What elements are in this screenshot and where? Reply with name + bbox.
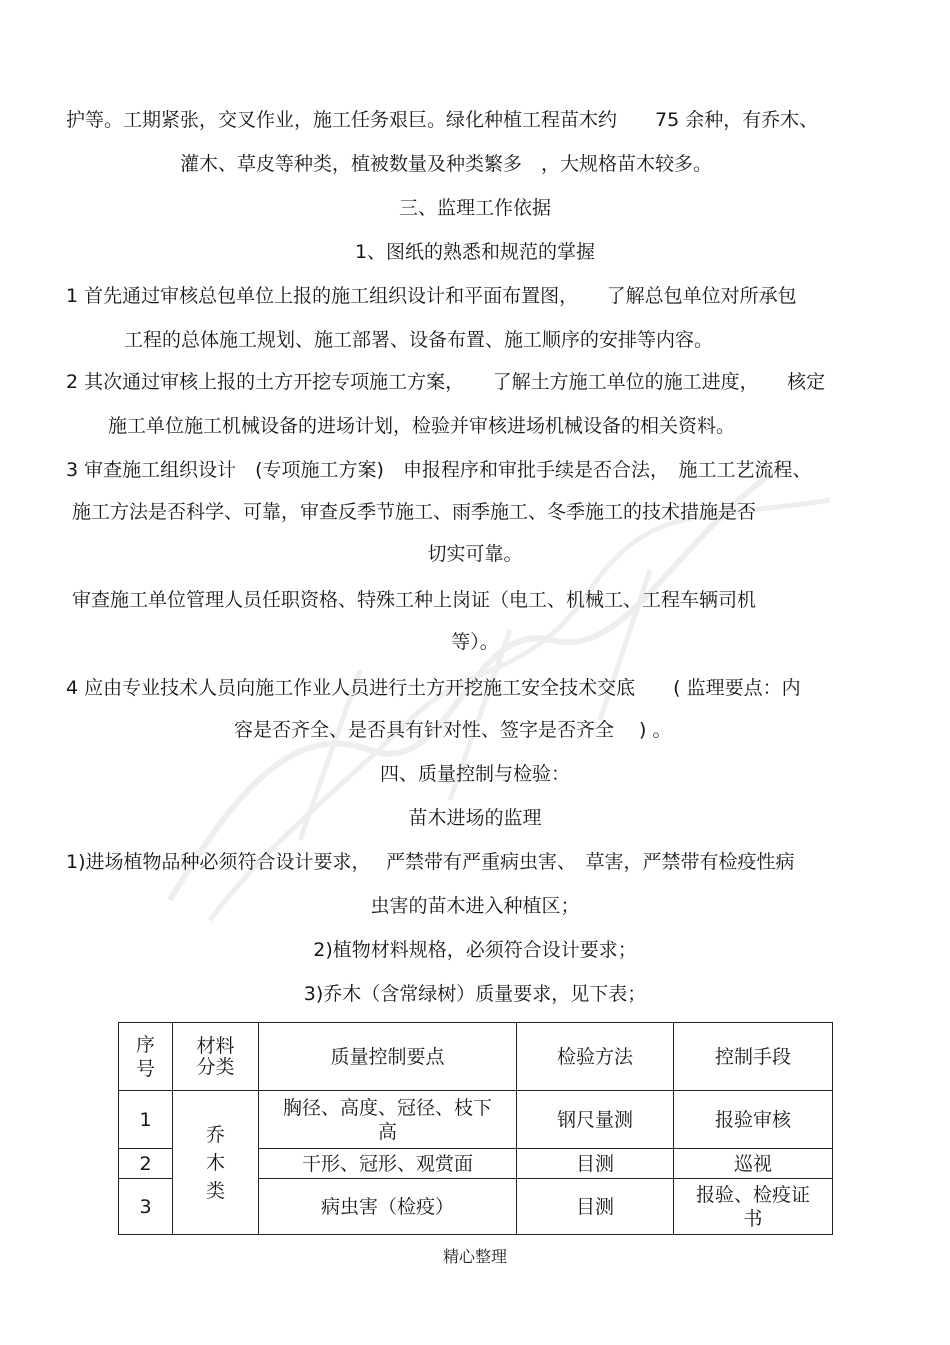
- paragraph-line: 1 首先通过审核总包单位上报的施工组织设计和平面布置图， 了解总包单位对所承包: [66, 285, 797, 307]
- cell-means: 巡视: [674, 1149, 833, 1179]
- paragraph-line: 2)植物材料规格，必须符合设计要求；: [313, 939, 637, 961]
- header-points: 质量控制要点: [259, 1023, 517, 1091]
- paragraph-line: 工程的总体施工规划、施工部署、设备布置、施工顺序的安排等内容。: [124, 329, 714, 351]
- section-heading: 三、监理工作依据: [398, 197, 551, 219]
- paragraph-line: 切实可靠。: [427, 543, 523, 565]
- cell-method: 目测: [517, 1179, 674, 1235]
- cell-means: 报验审核: [674, 1091, 833, 1149]
- header-means: 控制手段: [674, 1023, 833, 1091]
- subsection-heading: 1、图纸的熟悉和规范的掌握: [354, 241, 596, 263]
- paragraph-line: 4 应由专业技术人员向施工作业人员进行土方开挖施工安全技术交底 ( 监理要点：内: [66, 677, 801, 699]
- paragraph-line: 等）。: [451, 631, 499, 653]
- cell-points: 病虫害（检疫）: [259, 1179, 517, 1235]
- cell-method: 钢尺量测: [517, 1091, 674, 1149]
- cell-category: 乔木类: [173, 1091, 259, 1235]
- header-category: 材料分类: [173, 1023, 259, 1091]
- quality-table: [118, 1022, 833, 1235]
- cell-no: 1: [119, 1091, 173, 1149]
- paragraph-line: 护等。工期紧张，交叉作业，施工任务艰巨。绿化种植工程苗木约 75 余种，有乔木、: [66, 109, 819, 131]
- header-method: 检验方法: [517, 1023, 674, 1091]
- cell-points: 胸径、高度、冠径、枝下高: [259, 1091, 517, 1149]
- cell-means: 报验、检疫证书: [674, 1179, 833, 1235]
- paragraph-line: 2 其次通过审核上报的土方开挖专项施工方案， 了解土方施工单位的施工进度， 核定: [66, 371, 826, 393]
- header-no: 序号: [119, 1023, 173, 1091]
- paragraph-line: 施工单位施工机械设备的进场计划，检验并审核进场机械设备的相关资料。: [108, 415, 736, 437]
- subsection-heading: 苗木进场的监理: [408, 807, 542, 829]
- table-row: [119, 1091, 833, 1149]
- paragraph-line: 虫害的苗木进入种植区；: [370, 895, 580, 917]
- paragraph-line: 3 审查施工组织设计 (专项施工方案) 申报程序和审批手续是否合法， 施工工艺流程、: [66, 459, 812, 481]
- paragraph-line: 1)进场植物品种必须符合设计要求， 严禁带有严重病虫害、 草害，严禁带有检疫性病: [66, 851, 795, 873]
- paragraph-line: 灌木、草皮等种类，植被数量及种类繁多 ，大规格苗木较多。: [180, 153, 713, 175]
- paragraph-line: 3)乔木（含常绿树）质量要求，见下表；: [303, 983, 647, 1005]
- section-heading: 四、质量控制与检验：: [379, 763, 570, 785]
- cell-method: 目测: [517, 1149, 674, 1179]
- table-header-row: [119, 1023, 833, 1091]
- paragraph-line: 审查施工单位管理人员任职资格、特殊工种上岗证（电工、机械工、工程车辆司机: [72, 589, 757, 611]
- cell-no: 3: [119, 1179, 173, 1235]
- paragraph-line: 施工方法是否科学、可靠，审查反季节施工、雨季施工、冬季施工的技术措施是否: [72, 501, 757, 523]
- paragraph-line: 容是否齐全、是否具有针对性、签字是否齐全 ) 。: [234, 719, 672, 741]
- page-footer: 精心整理: [442, 1247, 507, 1266]
- cell-no: 2: [119, 1149, 173, 1179]
- cell-points: 干形、冠形、观赏面: [259, 1149, 517, 1179]
